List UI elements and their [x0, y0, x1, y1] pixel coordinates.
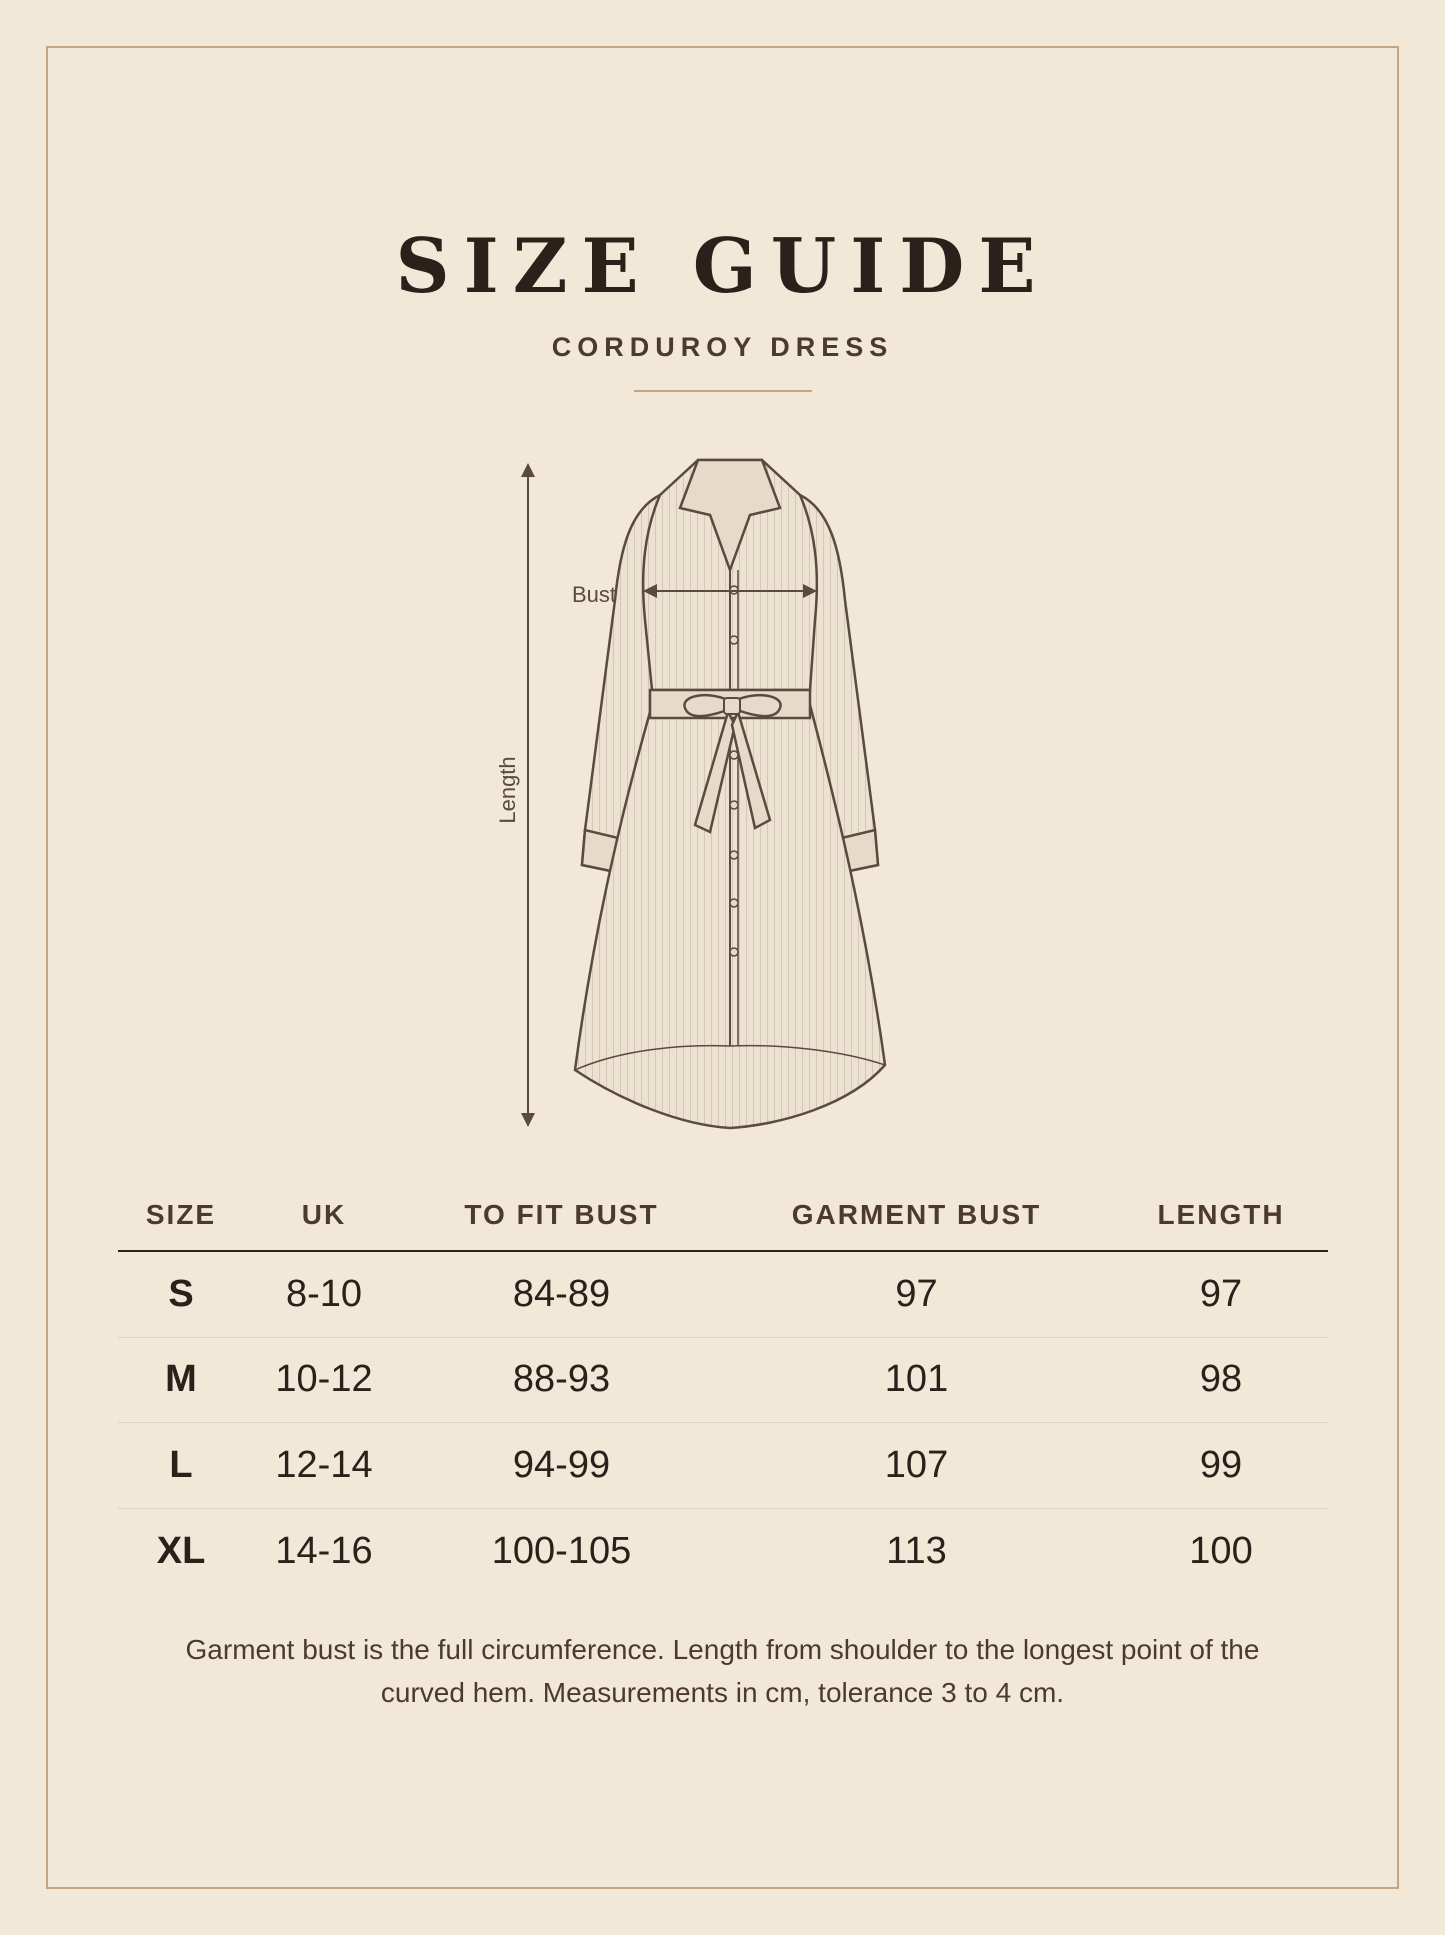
cell-to-fit-bust: 84-89 — [512, 1272, 611, 1315]
length-label: Length — [495, 756, 520, 824]
cell-to-fit-bust: 94-99 — [512, 1443, 611, 1486]
page-title: SIZE GUIDE — [395, 222, 1050, 310]
cell-size: S — [168, 1272, 194, 1315]
cell-size: XL — [156, 1529, 206, 1572]
cell-length: 99 — [1199, 1443, 1243, 1486]
cell-uk: 10-12 — [275, 1358, 373, 1401]
measurement-note: Garment bust is the full circumference. Length from shoulder to the longest point of the curved hem. Measurements in cm, tolerance 3 to 4 cm. — [185, 1634, 1260, 1708]
cell-length: 100 — [1189, 1529, 1253, 1572]
cell-size: L — [169, 1443, 193, 1486]
header-to-fit-bust: TO FIT BUST — [464, 1199, 659, 1230]
bust-label: Bust — [572, 582, 617, 607]
page-subtitle: CORDUROY DRESS — [551, 332, 894, 362]
cell-uk: 12-14 — [275, 1443, 373, 1486]
title-divider — [634, 390, 812, 392]
dress-illustration — [470, 440, 990, 1140]
table-row — [118, 1509, 1328, 1595]
table-header — [118, 1180, 1328, 1252]
cell-garment-bust: 113 — [886, 1529, 947, 1572]
table-row — [118, 1338, 1328, 1424]
cell-garment-bust: 101 — [884, 1358, 949, 1401]
header-uk: UK — [301, 1199, 347, 1230]
dress-drawing — [470, 440, 990, 1140]
cell-uk: 8-10 — [285, 1272, 363, 1315]
table-row — [118, 1252, 1328, 1338]
cell-size: M — [165, 1358, 197, 1401]
cell-to-fit-bust: 88-93 — [512, 1358, 611, 1401]
cell-length: 97 — [1199, 1272, 1243, 1315]
header-garment-bust: GARMENT BUST — [791, 1199, 1042, 1230]
table-row — [118, 1423, 1328, 1509]
cell-garment-bust: 97 — [895, 1272, 938, 1315]
cell-garment-bust: 107 — [884, 1443, 949, 1486]
cell-to-fit-bust: 100-105 — [491, 1529, 632, 1572]
header-size: SIZE — [145, 1199, 217, 1230]
size-table — [118, 1180, 1328, 1594]
header-length: LENGTH — [1157, 1199, 1285, 1230]
cell-length: 98 — [1199, 1358, 1243, 1401]
cell-uk: 14-16 — [275, 1529, 373, 1572]
